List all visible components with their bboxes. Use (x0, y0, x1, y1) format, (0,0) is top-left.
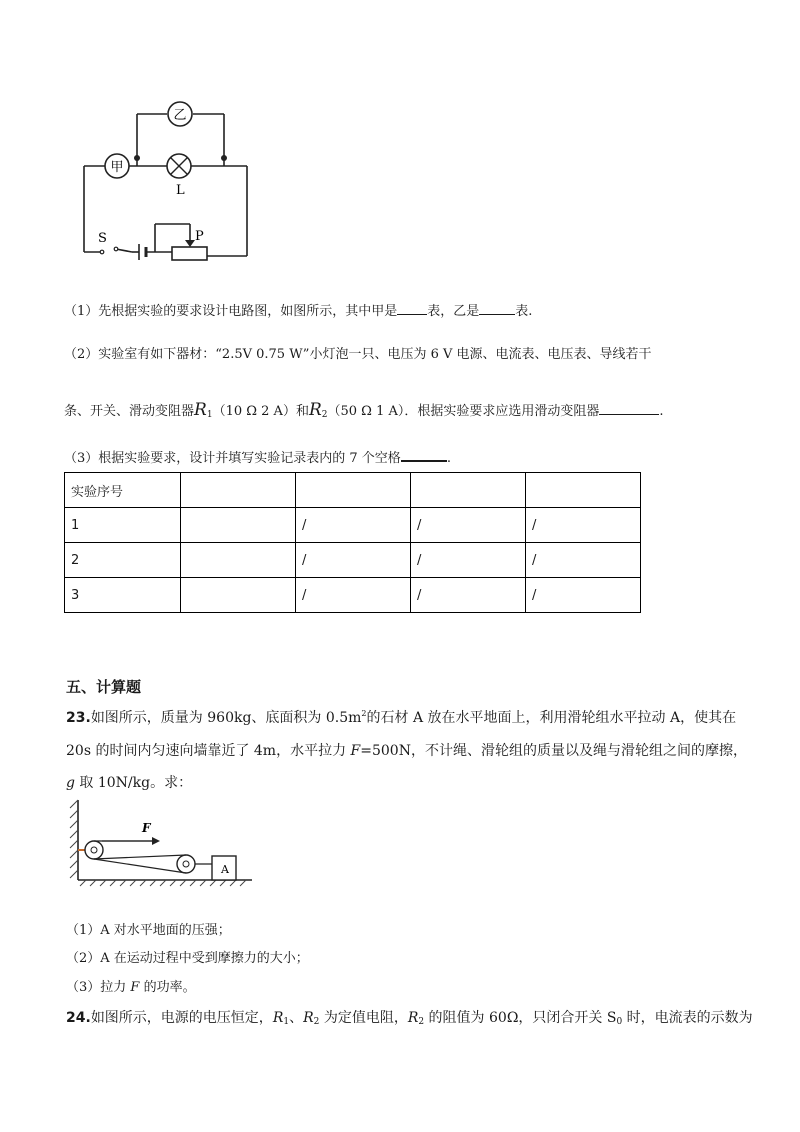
table-cell: 1 (65, 508, 181, 543)
slider-label: P (195, 229, 204, 244)
lamp-symbol (167, 154, 191, 178)
p23-s3-force: F (130, 980, 140, 995)
table-cell: / (411, 543, 526, 578)
p24-text-c: 的阻值为 60Ω，只闭合开关 S (424, 1010, 617, 1026)
q3-blank (401, 459, 447, 462)
q3-end: . (446, 451, 451, 466)
table-cell: 3 (65, 578, 181, 613)
p24-r2b: R (407, 1010, 419, 1026)
q1-blank-1 (397, 313, 427, 315)
r2-subscript: 2 (321, 410, 328, 420)
switch-label: S (98, 231, 107, 246)
problem-24-line-1 (66, 1007, 753, 1027)
problem-23-sub-1: （1）A 对水平地面的压强； (66, 923, 231, 938)
table-cell (181, 543, 296, 578)
p24-r2b-sub: 2 (418, 1017, 425, 1027)
p23-s3-b: 的功率。 (139, 980, 196, 995)
question-3 (64, 447, 451, 466)
p23-g-symbol: g (66, 775, 75, 791)
table-header-cell (526, 473, 641, 508)
p23-s3-a: （3）拉力 (66, 980, 131, 995)
problem-23-line-2 (66, 740, 747, 760)
table-cell: / (411, 578, 526, 613)
table-cell: / (296, 508, 411, 543)
circuit-diagram (70, 90, 270, 270)
q2-end: . (659, 404, 664, 419)
table-cell: / (526, 578, 641, 613)
table-cell (181, 508, 296, 543)
r2-symbol: R (308, 400, 322, 420)
p23-text-e: 取 10N/kg。求： (74, 775, 193, 791)
pulley-figure (66, 796, 258, 888)
p24-r1: R (272, 1010, 284, 1026)
r1-spec: （10 Ω 2 A）和 (212, 404, 309, 419)
table-row (65, 543, 641, 578)
problem-23-sub-3 (66, 976, 196, 995)
r1-symbol: R (194, 400, 207, 420)
p24-r2: R (303, 1010, 314, 1026)
table-header-cell (411, 473, 526, 508)
r1-subscript: 1 (206, 410, 213, 420)
q2-text-a: 条、开关、滑动变阻器 (64, 404, 195, 419)
table-header-cell (296, 473, 411, 508)
problem-23-number: 23. (66, 710, 91, 726)
p23-text-a: 如图所示，质量为 960kg、底面积为 0.5m (90, 710, 362, 726)
p24-s0-sub: 0 (616, 1017, 623, 1027)
r2-spec: （50 Ω 1 A）．根据实验要求应选用滑动变阻器 (327, 404, 600, 419)
p24-r2-sub: 2 (313, 1017, 320, 1027)
table-cell: / (526, 543, 641, 578)
block-label: A (221, 863, 229, 876)
p23-superscript: 2 (361, 709, 367, 718)
p23-force-symbol: F (350, 743, 361, 759)
problem-23-line-3 (66, 772, 192, 792)
q1-text-b: 表，乙是 (427, 304, 480, 319)
question-1 (64, 300, 532, 319)
table-row (65, 508, 641, 543)
table-cell: / (296, 578, 411, 613)
table-header-cell: 实验序号 (65, 473, 181, 508)
p24-text-d: 时，电流表的示数为 (622, 1010, 753, 1026)
p24-text-b: 为定值电阻， (319, 1010, 408, 1026)
q1-blank-2 (479, 313, 515, 315)
force-label: F (142, 821, 151, 835)
p23-text-d: =500N，不计绳、滑轮组的质量以及绳与滑轮组之间的摩擦， (360, 743, 747, 759)
table-cell: / (411, 508, 526, 543)
table-header-cell (181, 473, 296, 508)
table-cell (181, 578, 296, 613)
voltmeter-label: 乙 (173, 108, 187, 123)
q1-text-a: （1）先根据实验的要求设计电路图，如图所示，其中甲是 (64, 304, 398, 319)
p24-r1-sub: 1 (283, 1017, 290, 1027)
problem-23-sub-2: （2）A 在运动过程中受到摩擦力的大小； (66, 951, 309, 966)
ammeter-label: 甲 (110, 160, 124, 175)
table-cell: / (296, 543, 411, 578)
section-heading: 五、计算题 (66, 678, 142, 696)
table-row (65, 578, 641, 613)
q3-text: （3）根据实验要求，设计并填写实验记录表内的 7 个空格 (64, 451, 401, 466)
table-header-row (65, 473, 641, 508)
table-cell: / (526, 508, 641, 543)
q1-text-c: 表. (515, 304, 533, 319)
lamp-label: L (176, 183, 185, 198)
p23-text-c: 20s 的时间内匀速向墙靠近了 4m，水平拉力 (66, 743, 351, 759)
table-cell: 2 (65, 543, 181, 578)
question-2-line-2 (64, 400, 664, 420)
q2-blank (599, 413, 659, 415)
p23-text-b: 的石材 A 放在水平地面上，利用滑轮组水平拉动 A，使其在 (366, 710, 737, 726)
question-2-line-1: （2）实验室有如下器材：“2.5V 0.75 W”小灯泡一只、电压为 6 V 电源、电流表、电压表、导线若干 (64, 347, 652, 362)
p24-sep: 、 (289, 1010, 304, 1026)
problem-23-line-1 (66, 707, 736, 727)
record-table (64, 472, 641, 613)
p24-text-a: 如图所示，电源的电压恒定， (90, 1010, 273, 1026)
problem-24-number: 24. (66, 1010, 91, 1026)
